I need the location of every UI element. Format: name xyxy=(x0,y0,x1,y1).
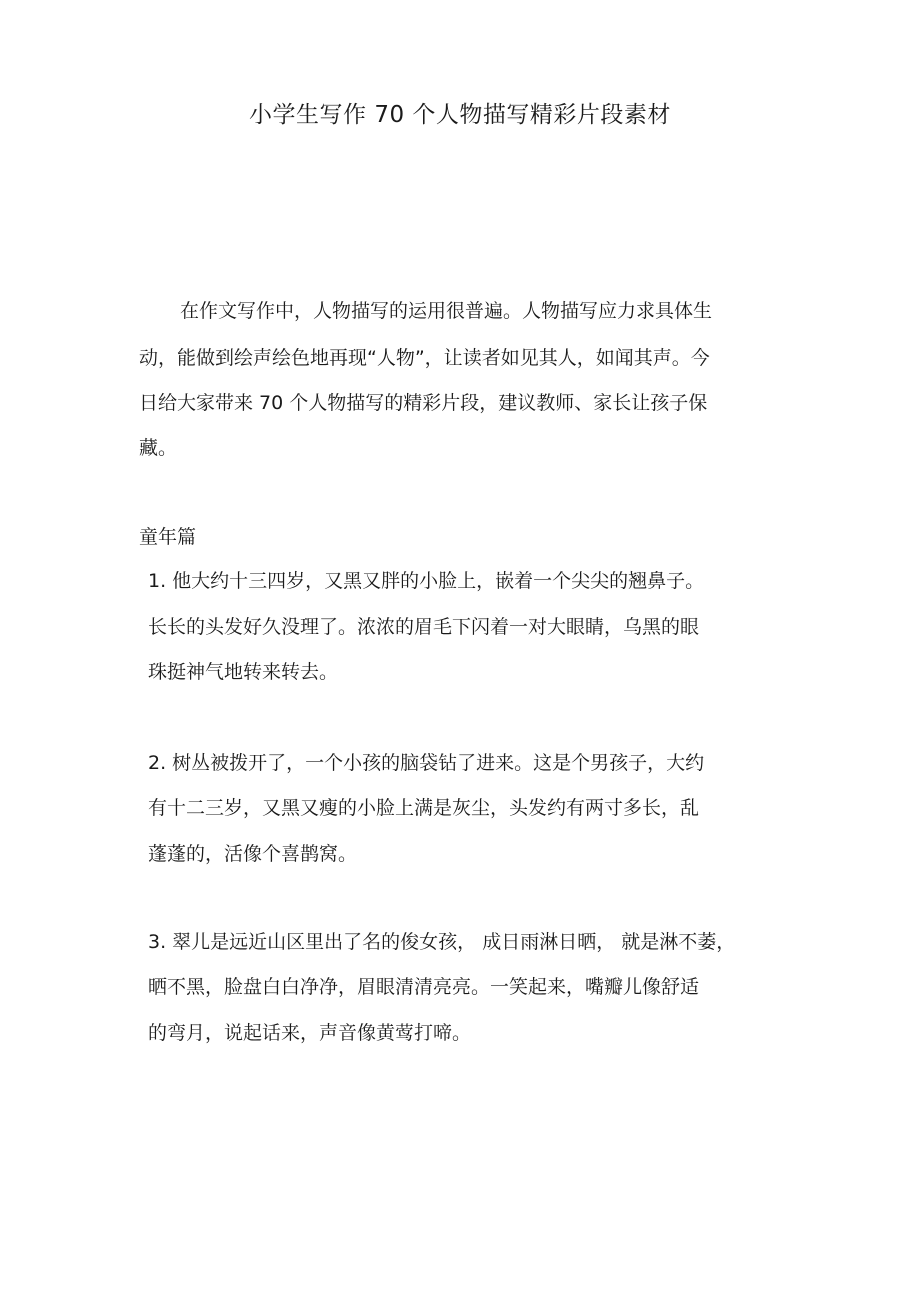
item-2-line-1: 2. 树丛被拨开了，一个小孩的脑袋钻了进来。这是个男孩子，大约 xyxy=(148,752,705,774)
item-3-line-2: 晒不黑，脸盘白白净净，眉眼清清亮亮。一笑起来，嘴瓣儿像舒适 xyxy=(148,976,700,998)
item-2-line-2: 有十二三岁，又黑又瘦的小脸上满是灰尘，头发约有两寸多长，乱 xyxy=(148,797,700,819)
intro-line-4: 藏。 xyxy=(139,437,178,459)
item-2-line-3: 蓬蓬的，活像个喜鹊窝。 xyxy=(148,843,358,865)
item-3-line-3: 的弯月，说起话来，声音像黄莺打啼。 xyxy=(148,1022,472,1044)
document-title: 小学生写作 70 个人物描写精彩片段素材 xyxy=(249,102,671,128)
item-1-line-3: 珠挺神气地转来转去。 xyxy=(148,661,339,683)
item-3-line-1: 3. 翠儿是远近山区里出了名的俊女孩， 成日雨淋日晒， 就是淋不萎， xyxy=(148,931,736,953)
intro-line-3: 日给大家带来 70 个人物描写的精彩片段，建议教师、家长让孩子保 xyxy=(139,392,708,414)
item-1-line-1: 1. 他大约十三四岁，又黑又胖的小脸上，嵌着一个尖尖的翘鼻子。 xyxy=(148,570,705,592)
item-1-line-2: 长长的头发好久没理了。浓浓的眉毛下闪着一对大眼睛，乌黑的眼 xyxy=(148,616,700,638)
intro-line-1: 在作文写作中，人物描写的运用很普遍。人物描写应力求具体生 xyxy=(180,300,713,322)
section-heading: 童年篇 xyxy=(139,526,197,548)
intro-line-2: 动，能做到绘声绘色地再现“人物”，让读者如见其人，如闻其声。今 xyxy=(139,347,710,369)
